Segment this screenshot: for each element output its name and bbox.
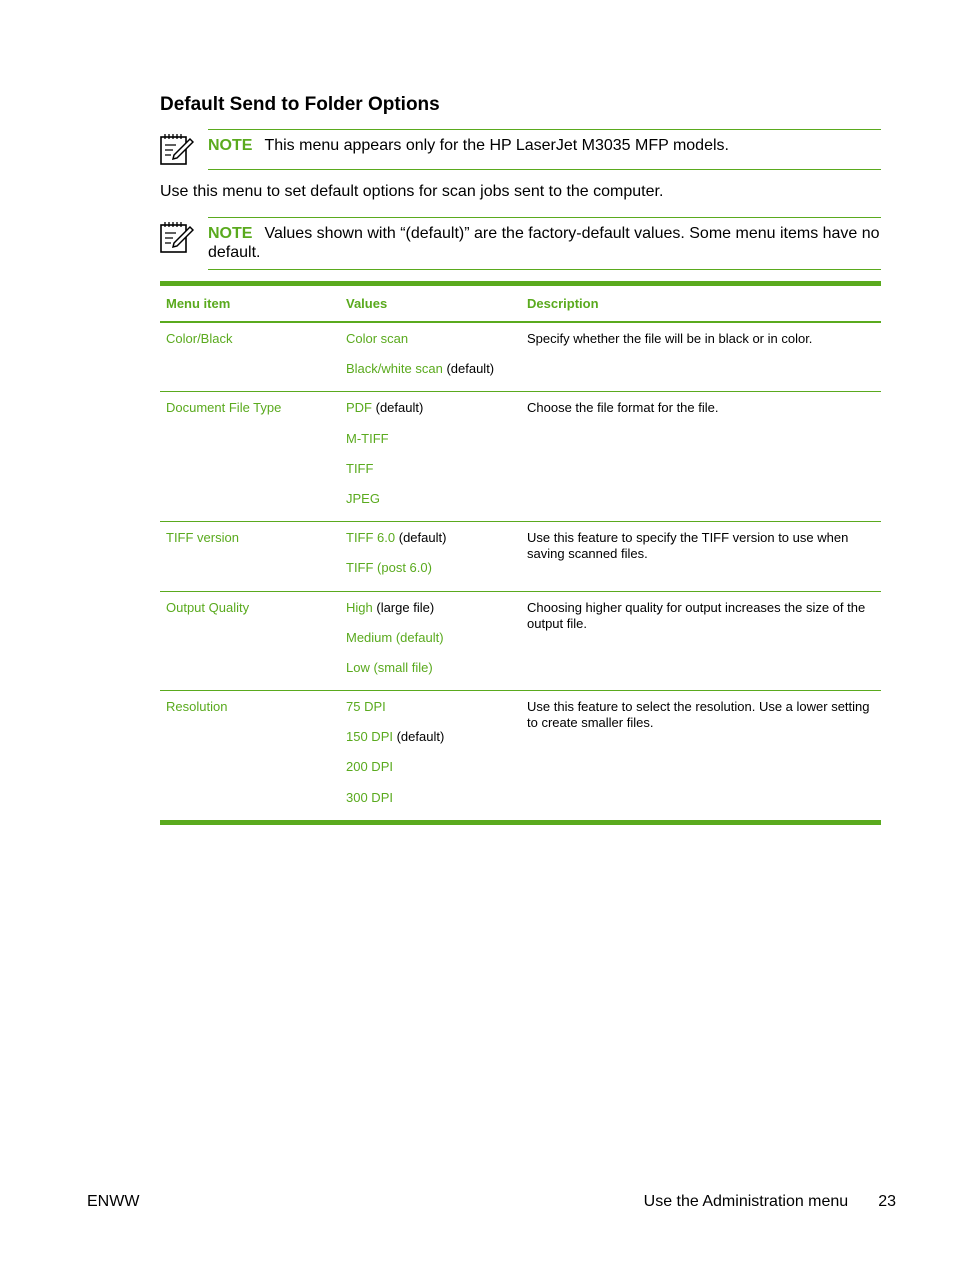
note-label: NOTE <box>208 225 253 242</box>
header-values: Values <box>346 296 388 311</box>
table-body <box>160 323 881 820</box>
value-option: TIFF 6.0 <box>346 530 396 546</box>
page-heading: Default Send to Folder Options <box>160 94 440 115</box>
value-option: TIFF <box>346 460 374 476</box>
value-option: 75 DPI <box>346 699 386 715</box>
value-line <box>346 729 521 759</box>
value-line <box>346 630 521 660</box>
value-option: JPEG <box>346 490 380 506</box>
table-header <box>160 286 881 323</box>
value-option: Low (small file) <box>346 659 433 675</box>
menu-item-cell: Document File Type <box>166 400 282 416</box>
value-suffix: (default) <box>392 729 445 745</box>
value-option: Medium (default) <box>346 629 444 645</box>
value-option: 200 DPI <box>346 759 393 775</box>
footer-left: ENWW <box>87 1193 140 1210</box>
value-option: 150 DPI <box>346 729 393 745</box>
value-line <box>346 530 521 560</box>
note-label: NOTE <box>208 137 253 154</box>
value-option: Black/white scan <box>346 361 443 377</box>
value-line <box>346 361 521 391</box>
value-option: PDF <box>346 400 372 416</box>
note-box <box>160 217 881 271</box>
value-suffix: (large file) <box>372 599 435 615</box>
note-text: Values shown with “(default)” are the factory-default values. Some menu items have no default. <box>208 225 880 261</box>
value-option: Color scan <box>346 331 409 346</box>
value-line <box>346 431 521 461</box>
value-line <box>346 461 521 491</box>
table-row <box>160 323 881 391</box>
page-number: 23 <box>878 1193 896 1210</box>
value-option: High <box>346 599 373 615</box>
header-menu-item: Menu item <box>166 296 231 311</box>
description-cell: Choose the file format for the file. <box>527 400 719 416</box>
values-cell <box>340 400 521 521</box>
description-cell: Use this feature to specify the TIFF version to use when saving scanned files. <box>527 530 849 562</box>
table-row <box>160 690 881 820</box>
menu-item-cell: Color/Black <box>166 331 233 346</box>
value-option: TIFF (post 6.0) <box>346 560 432 576</box>
value-line <box>346 790 521 820</box>
value-suffix: (default) <box>442 361 495 377</box>
value-line <box>346 491 521 521</box>
value-suffix: (default) <box>395 530 447 546</box>
value-line <box>346 331 521 361</box>
value-line <box>346 400 521 430</box>
values-cell <box>340 600 521 691</box>
header-description: Description <box>527 295 599 311</box>
note-box <box>160 129 881 171</box>
value-line <box>346 660 521 690</box>
value-option: 300 DPI <box>346 789 393 805</box>
menu-item-cell: Resolution <box>166 699 228 715</box>
value-line <box>346 759 521 789</box>
table-row <box>160 591 881 691</box>
description-cell: Choosing higher quality for output increases the size of the output file. <box>527 599 866 631</box>
values-cell <box>340 530 521 590</box>
note-text: This menu appears only for the HP LaserJet M3035 MFP models. <box>264 137 729 154</box>
value-suffix: (default) <box>372 400 424 416</box>
value-line <box>346 560 521 590</box>
values-cell <box>340 699 521 820</box>
menu-item-cell: Output Quality <box>166 599 250 615</box>
values-cell <box>340 331 521 391</box>
value-line <box>346 699 521 729</box>
value-option: M-TIFF <box>346 430 389 446</box>
table-row <box>160 521 881 590</box>
note-pencil-icon <box>160 219 194 253</box>
description-cell: Use this feature to select the resolution. Use a lower setting to create smaller files. <box>527 699 870 731</box>
footer-section: Use the Administration menu <box>643 1193 849 1210</box>
description-cell: Specify whether the file will be in black or in color. <box>527 331 813 346</box>
value-line <box>346 600 521 630</box>
footer-right <box>644 1193 896 1211</box>
options-table <box>160 281 881 825</box>
table-row <box>160 391 881 521</box>
menu-item-cell: TIFF version <box>166 530 239 546</box>
note-pencil-icon <box>160 131 194 165</box>
intro-paragraph: Use this menu to set default options for scan jobs sent to the computer. <box>160 183 664 200</box>
